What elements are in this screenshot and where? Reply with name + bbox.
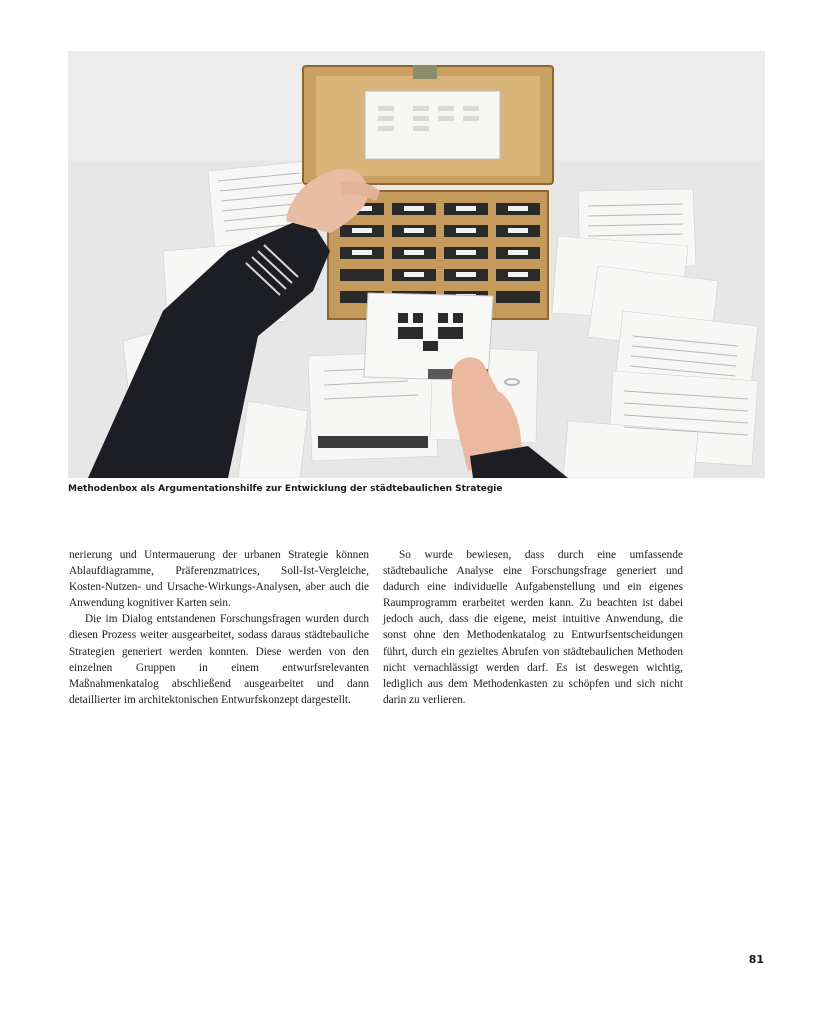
text-column-left xyxy=(69,547,369,708)
paragraph: nerierung und Untermauerung der urbanen Strategie können Ablaufdiagramme, Präferenzmatrices, Soll-Ist-Vergleiche, Kosten-Nutzen- und Ursache-Wirkungs-Analysen, aber auch die Anwendung kognitiver Karten sein. xyxy=(69,549,369,610)
text-column-right xyxy=(383,547,683,708)
page-number: 81 xyxy=(748,953,764,966)
paragraph: Die im Dialog entstandenen Forschungsfragen wurden durch diesen Prozess weiter ausgearbeitet, sodass daraus städtebauliche Strategien generiert werden konnten. Diese werden von den einzelnen Gruppen in einem entwurfsrelevanten Maßnahmenkatalog abschließend ausgearbeitet und dann detaillierter im architektonischen Entwurfskonzept dargestellt. xyxy=(69,613,369,706)
paragraph: So wurde bewiesen, dass durch eine umfassende städtebauliche Analyse eine Forschungsfrage generiert und dadurch eine individuelle Aufgabenstellung und ein eigenes Raumprogramm erarbeitet werden kann. Zu beachten ist dabei jedoch auch, dass die eigene, meist intuitive Anwendung, die sonst ohne den Methodenkatalog zu Entwurfsentscheidungen führt, durch ein gezieltes Abrufen von städtebaulichen Methoden nicht vernachlässigt werden darf. Es ist deswegen wichtig, lediglich aus dem Methodenkasten zu schöpfen und sich nicht darin zu verlieren. xyxy=(383,549,683,706)
figure-caption: Methodenbox als Argumentationshilfe zur Entwicklung der städtebaulichen Strategie xyxy=(68,484,503,494)
methodenbox-illustration xyxy=(68,51,765,478)
photo-methodenbox xyxy=(68,51,765,478)
